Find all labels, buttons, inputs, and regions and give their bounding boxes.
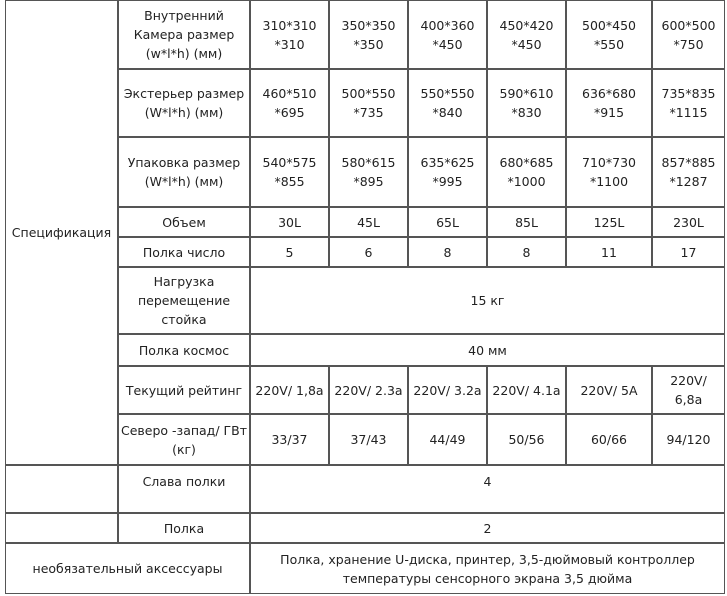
row-label-shelf-glory: Слава полки: [118, 465, 250, 513]
cell-package-size-45l: 580*615 *895: [329, 137, 408, 207]
row-label-load: Нагрузка перемещение стойка: [118, 267, 250, 334]
cell-current-rating-5: 220V/ 5A: [566, 366, 652, 414]
cell-exterior-size-45l: 500*550 *735: [329, 69, 408, 137]
cell-package-size-230l: 857*885 *1287: [652, 137, 725, 207]
optional-accessories-value: Полка, хранение U-диска, принтер, 3,5-дюймовый контроллер температуры сенсорного экрана 3,5 дюйма: [250, 543, 725, 594]
cell-package-size-125l: 710*730 *1100: [566, 137, 652, 207]
cell-volume-3: 65L: [408, 207, 487, 237]
extra-blank-cell-1: [5, 465, 118, 513]
row-label-shelf: Полка: [118, 513, 250, 543]
cell-shelf-count-6: 17: [652, 237, 725, 267]
cell-current-rating-6: 220V/ 6,8a: [652, 366, 725, 414]
cell-exterior-size-30l: 460*510 *695: [250, 69, 329, 137]
cell-current-rating-2: 220V/ 2.3a: [329, 366, 408, 414]
cell-shelf-count-1: 5: [250, 237, 329, 267]
cell-package-size-85l: 680*685 *1000: [487, 137, 566, 207]
row-label-internal-size: Внутренний Камера размер (w*l*h) (мм): [118, 0, 250, 69]
optional-accessories-label: необязательный аксессуары: [5, 543, 250, 594]
cell-shelf-count-2: 6: [329, 237, 408, 267]
cell-weight-3: 44/49: [408, 414, 487, 465]
cell-internal-size-65l: 400*360 *450: [408, 0, 487, 69]
cell-weight-6: 94/120: [652, 414, 725, 465]
cell-package-size-30l: 540*575 *855: [250, 137, 329, 207]
cell-internal-size-30l: 310*310 *310: [250, 0, 329, 69]
cell-load-merged: 15 кг: [250, 267, 725, 334]
cell-internal-size-230l: 600*500 *750: [652, 0, 725, 69]
row-label-weight: Северо -запад/ ГВт (кг): [118, 414, 250, 465]
cell-weight-1: 33/37: [250, 414, 329, 465]
cell-volume-5: 125L: [566, 207, 652, 237]
cell-internal-size-45l: 350*350 *350: [329, 0, 408, 69]
cell-exterior-size-230l: 735*835 *1115: [652, 69, 725, 137]
cell-weight-4: 50/56: [487, 414, 566, 465]
cell-package-size-65l: 635*625 *995: [408, 137, 487, 207]
spec-section-label: Спецификация: [5, 0, 118, 465]
cell-current-rating-4: 220V/ 4.1a: [487, 366, 566, 414]
cell-internal-size-125l: 500*450 *550: [566, 0, 652, 69]
row-label-current-rating: Текущий рейтинг: [118, 366, 250, 414]
cell-shelf-count-4: 8: [487, 237, 566, 267]
extra-blank-cell-2: [5, 513, 118, 543]
row-label-package-size: Упаковка размер (W*l*h) (мм): [118, 137, 250, 207]
row-label-volume: Объем: [118, 207, 250, 237]
cell-volume-6: 230L: [652, 207, 725, 237]
cell-volume-1: 30L: [250, 207, 329, 237]
cell-internal-size-85l: 450*420 *450: [487, 0, 566, 69]
cell-exterior-size-125l: 636*680 *915: [566, 69, 652, 137]
cell-weight-5: 60/66: [566, 414, 652, 465]
cell-exterior-size-85l: 590*610 *830: [487, 69, 566, 137]
cell-shelf-count-5: 11: [566, 237, 652, 267]
cell-current-rating-3: 220V/ 3.2a: [408, 366, 487, 414]
row-label-shelf-count: Полка число: [118, 237, 250, 267]
cell-shelf-value: 2: [250, 513, 725, 543]
row-label-shelf-space: Полка космос: [118, 334, 250, 366]
cell-shelf-glory-value: 4: [250, 465, 725, 513]
cell-volume-2: 45L: [329, 207, 408, 237]
cell-weight-2: 37/43: [329, 414, 408, 465]
row-label-exterior-size: Экстерьер размер (W*l*h) (мм): [118, 69, 250, 137]
cell-volume-4: 85L: [487, 207, 566, 237]
cell-shelf-count-3: 8: [408, 237, 487, 267]
cell-current-rating-1: 220V/ 1,8a: [250, 366, 329, 414]
cell-shelf-space-merged: 40 мм: [250, 334, 725, 366]
cell-exterior-size-65l: 550*550 *840: [408, 69, 487, 137]
